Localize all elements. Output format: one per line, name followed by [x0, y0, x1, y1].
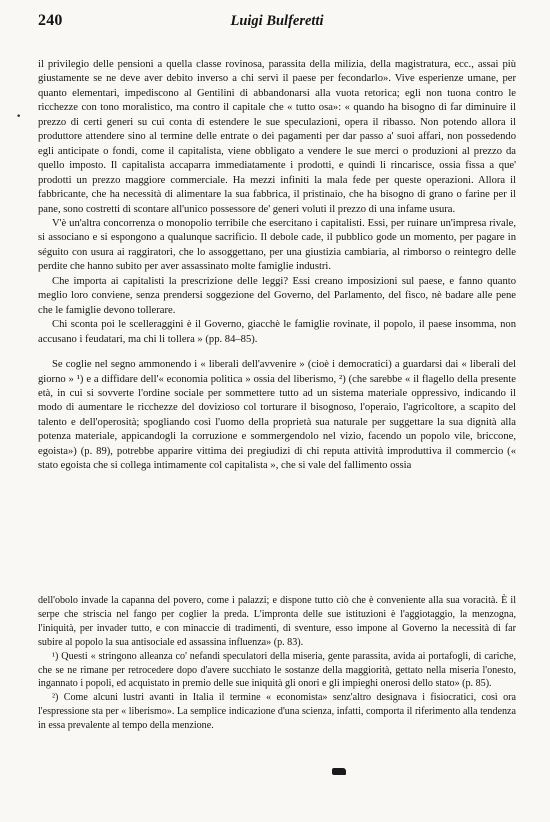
- running-head-author: Luigi Bulferetti: [230, 13, 324, 29]
- footnote-continuation: dell'obolo invade la capanna del povero, come i palazzi; e dispone tutto ciò che è conveniente alla sua voracità. È il serpe che striscia nel fango per coglier la preda. L'impronta delle sue istituzioni è l'aggiotaggio, la menzogna, l'iniquità, per invader tutto, e con minaccie di tradimenti, di sventure, esso impone al Governo la necessità di far subire al popolo la sua antisociale ed assassina influenza» (p. 83).: [38, 595, 516, 648]
- paragraph-3: Che importa ai capitalisti la prescrizione delle leggi? Essi creano imposizioni sul paese, e fanno quanto meglio loro conviene, senza prendersi soggezione del Governo, del Parlamento, del fisco, nè badare alle pene che le famiglie devono tollerare.: [38, 275, 516, 316]
- page-number: 240: [38, 12, 63, 29]
- footnote-2: ²) Come alcuni lustri avanti in Italia il termine « economista» senz'altro designava i fisiocratici, così ora l'espressione sta per « liberismo». La semplice indicazione d'una scienza, infatti, comporta il riferimento alla tendenza in essa prevalente al tempo della menzione.: [38, 692, 516, 732]
- ink-blot-icon: [332, 768, 346, 775]
- paragraph-4: Chi sconta poi le scelleraggini è il Governo, giacchè le famiglie rovinate, il popolo, il paese insomma, non accusano i feudatari, ma chi li tollera » (pp. 84–85).: [38, 319, 516, 345]
- page-header: [38, 12, 516, 34]
- paragraph-2: V'è un'altra concorrenza o monopolio terribile che esercitano i capitalisti. Essi, per ruinare un'impresa rivale, si associano e si espongono a qualunque sacrificio. Il debole cade, il pubblico gode un momento, per pagare in séguito con usura ai raggiratori, che lo assoggettano, per una giustizia cambiaria, al rimborso o reintegro delle perdite che hanno subito per aver assassinato molte famiglie industri.: [38, 217, 516, 273]
- margin-mark-icon: •: [16, 112, 22, 122]
- main-text: [38, 58, 516, 474]
- paragraph-1: il privilegio delle pensioni a quella classe rovinosa, parassita della milizia, della magistratura, ecc., assai più giustamente se ne deve aver debito inverso a chi servì il paese per fecondarlo». Vive esperienze umane, per quanto elementari, impediscono al Gentilini di abbandonarsi alla vuota retorica; egli non tuona contro le ricchezze con tono moralistico, ma contro il capitale che « tutto osa»: « quando ha bisogno di far diminuire il prezzo di certi generi su cui conta di estendere le sue speculazioni, opera il ribasso. Non potendo allora il produttore attendere sino al termine delle entrate o dei pagamenti per dar passo a' suoi affari, non possedendo egli anticipate o fondi, come il capitalista, viene obbligato a vendere le sue merci o produzioni al prezzo da quello imposto. Il capitalista accaparra immediatamente i prodotti, e quindi li rincarisce, ossia fissa a que' prodotti un prezzo maggiore commerciale. Ha mezzi infiniti la mala fede per queste operazioni. Allora il fabbricante, che ha necessità di alimentare la sua fabbrica, il pristinaio, che ha bisogno di grano o farine per il pane, sono costretti di scontare all'unico possessore de' generi voluti il prezzo di una infame usura.: [38, 59, 516, 215]
- paragraph-5: Se coglie nel segno ammonendo i « liberali dell'avvenire » (cioè i democratici) a guardarsi dai « liberali del giorno » ¹) e a diffidare dell'« economia politica » ossia del liberismo, ²) (che sarebbe « il flagello della presente età, in cui si sovverte l'ordine sociale per sommettere tutto ad un sistema materiale oppressivo, indicando il modo di aumentare le ricchezze del dovizioso col torturare il bisognoso, l'operaio, l'agricoltore, a scapito del talento e dell'operosità; spogliando così l'uomo della proprietà sua naturale per suggettare la sua dignità alla potenza materiale, appicandogli la corruzione e sommergendolo nel vizio, facendo un popolo vile, briccone, egoista») (p. 89), potrebbe apparire vittima dei pregiudizi di chi reputa attività improduttiva il commercio (« stato egoista che si collega intimamente col capitalista », che si vale del fallimento ossia: [38, 359, 516, 472]
- footnotes: [38, 594, 516, 733]
- footnote-1: ¹) Questi « stringono alleanza co' nefandi speculatori della miseria, gente parassita, avida ai portafogli, di cariche, che se ne rimane per retrocedere dopo d'avere succhiato le sostanze della maggiorità, gettato nella miseria l'onesto, ingannato i popoli, ed acquistato in premio delle sue iniquità gli onori e gli impieghi onerosi dello stato» (p. 85).: [38, 650, 516, 690]
